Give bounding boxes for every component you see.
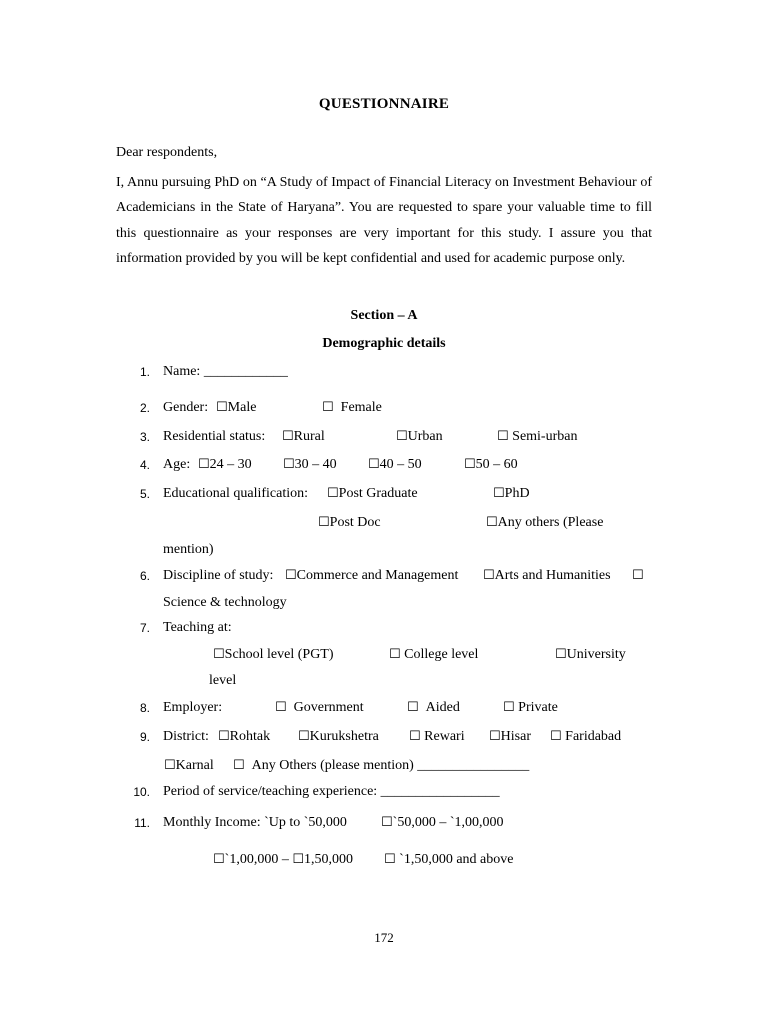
checkbox-icon[interactable]: ☐ <box>283 457 295 472</box>
q1-number: 1. <box>139 365 150 379</box>
q9-option-hisar[interactable]: ☐Hisar <box>489 729 531 744</box>
checkbox-icon[interactable]: ☐ <box>384 852 396 867</box>
checkbox-icon[interactable]: ☐ <box>292 852 304 867</box>
checkbox-icon[interactable]: ☐ <box>322 400 334 415</box>
q4-option-30-40[interactable]: ☐30 – 40 <box>283 457 337 472</box>
q11-option-1l-1-5l[interactable]: ☐`1,00,000 – ☐1,50,000 <box>213 852 353 867</box>
q5-number: 5. <box>139 487 150 501</box>
checkbox-icon[interactable]: ☐ <box>493 486 505 501</box>
checkbox-icon[interactable]: ☐ <box>483 568 495 583</box>
q10-number: 10. <box>133 785 150 799</box>
q2-number: 2. <box>139 401 150 415</box>
q6-label: Discipline of study: <box>163 568 274 583</box>
q9-option-karnal[interactable]: ☐Karnal <box>164 758 214 773</box>
q3-option-semi-urban[interactable]: ☐ Semi-urban <box>497 429 578 444</box>
q3-label: Residential status: <box>163 429 266 444</box>
q7-label: Teaching at: <box>163 620 232 635</box>
checkbox-icon[interactable]: ☐ <box>318 515 330 530</box>
q4-number: 4. <box>139 458 150 472</box>
q6-continuation: Science & technology <box>163 595 287 610</box>
q9-option-kurukshetra[interactable]: ☐Kurukshetra <box>298 729 379 744</box>
q8-option-aided[interactable]: ☐ Aided <box>407 700 460 715</box>
q4-option-50-60[interactable]: ☐50 – 60 <box>464 457 518 472</box>
checkbox-icon[interactable]: ☐ <box>503 700 515 715</box>
q5-option-any-others[interactable]: ☐Any others (Please <box>486 515 604 530</box>
q2-option-female[interactable]: ☐ Female <box>322 400 382 415</box>
q6-option-arts[interactable]: ☐Arts and Humanities <box>483 568 611 583</box>
q11-number: 11. <box>134 816 150 830</box>
checkbox-icon[interactable]: ☐ <box>275 700 287 715</box>
intro-paragraph: I, Annu pursuing PhD on “A Study of Impact of Financial Literacy on Investment Behaviour of Academicians in the State of Haryana”. You are requested to spare your valuable time to fill this questionnaire as your responses are very important for this study. I assure you that information provided by you will be kept confidential and used for academic purpose only. <box>116 175 652 266</box>
checkbox-icon[interactable]: ☐ <box>464 457 476 472</box>
checkbox-icon[interactable]: ☐ <box>550 729 562 744</box>
q5-option-post-doc[interactable]: ☐Post Doc <box>318 515 381 530</box>
q9-option-faridabad[interactable]: ☐ Faridabad <box>550 729 622 744</box>
q11-label: Monthly Income: `Up to `50,000 <box>163 815 347 830</box>
checkbox-icon[interactable]: ☐ <box>285 568 297 583</box>
q7-option-school[interactable]: ☐School level (PGT) <box>213 647 334 662</box>
q9-option-any-others[interactable]: ☐ Any Others (please mention) ________________ <box>233 758 530 773</box>
q6-option-commerce[interactable]: ☐Commerce and Management <box>285 568 459 583</box>
q11-option-1-5l-above[interactable]: ☐ `1,50,000 and above <box>384 852 514 867</box>
checkbox-icon[interactable]: ☐ <box>213 647 225 662</box>
q2-label: Gender: <box>163 400 209 415</box>
q5-option-phd[interactable]: ☐PhD <box>493 486 530 501</box>
checkbox-icon[interactable]: ☐ <box>218 729 230 744</box>
checkbox-icon[interactable]: ☐ <box>368 457 380 472</box>
q3-number: 3. <box>139 430 150 444</box>
checkbox-icon[interactable]: ☐ <box>198 457 210 472</box>
q5-continuation: mention) <box>163 542 214 557</box>
q4-option-24-30[interactable]: ☐24 – 30 <box>198 457 252 472</box>
checkbox-icon[interactable]: ☐ <box>327 486 339 501</box>
q3-option-rural[interactable]: ☐Rural <box>282 429 325 444</box>
checkbox-icon[interactable]: ☐ <box>164 758 176 773</box>
checkbox-icon[interactable]: ☐ <box>389 647 401 662</box>
q8-label: Employer: <box>163 700 223 715</box>
q4-option-40-50[interactable]: ☐40 – 50 <box>368 457 422 472</box>
q8-option-private[interactable]: ☐ Private <box>503 700 558 715</box>
q7-option-college[interactable]: ☐ College level <box>389 647 479 662</box>
q6-science-checkbox-icon[interactable]: ☐ <box>632 568 644 583</box>
q3-option-urban[interactable]: ☐Urban <box>396 429 443 444</box>
checkbox-icon[interactable]: ☐ <box>396 429 408 444</box>
section-subtitle: Demographic details <box>322 336 446 351</box>
q7-option-university[interactable]: ☐University <box>555 647 626 662</box>
q9-label: District: <box>163 729 209 744</box>
salutation: Dear respondents, <box>116 145 218 160</box>
checkbox-icon[interactable]: ☐ <box>282 429 294 444</box>
q8-option-government[interactable]: ☐ Government <box>275 700 364 715</box>
checkbox-icon[interactable]: ☐ <box>407 700 419 715</box>
checkbox-icon[interactable]: ☐ <box>233 758 245 773</box>
q4-label: Age: <box>163 457 191 472</box>
q5-label: Educational qualification: <box>163 486 309 501</box>
checkbox-icon[interactable]: ☐ <box>298 729 310 744</box>
q7-continuation: level <box>209 673 237 688</box>
q9-option-rewari[interactable]: ☐ Rewari <box>409 729 465 744</box>
q9-number: 9. <box>139 730 150 744</box>
checkbox-icon[interactable]: ☐ <box>216 400 228 415</box>
q7-number: 7. <box>139 621 150 635</box>
checkbox-icon[interactable]: ☐ <box>486 515 498 530</box>
q2-option-male[interactable]: ☐Male <box>216 400 257 415</box>
checkbox-icon[interactable]: ☐ <box>497 429 509 444</box>
q6-number: 6. <box>139 569 150 583</box>
checkbox-icon[interactable]: ☐ <box>409 729 421 744</box>
checkbox-icon[interactable]: ☐ <box>489 729 501 744</box>
checkbox-icon[interactable]: ☐ <box>381 815 393 830</box>
q10-label: Period of service/teaching experience: _________________ <box>163 784 500 799</box>
page-title: QUESTIONNAIRE <box>318 96 450 112</box>
page-number: 172 <box>374 930 394 945</box>
q5-option-post-graduate[interactable]: ☐Post Graduate <box>327 486 418 501</box>
q9-option-rohtak[interactable]: ☐Rohtak <box>218 729 271 744</box>
checkbox-icon[interactable]: ☐ <box>213 852 225 867</box>
checkbox-icon[interactable]: ☐ <box>555 647 567 662</box>
q11-option-50k-1l[interactable]: ☐`50,000 – `1,00,000 <box>381 815 504 830</box>
q1-label: Name: ____________ <box>163 364 288 379</box>
section-title: Section – A <box>350 308 418 323</box>
q8-number: 8. <box>139 701 150 715</box>
